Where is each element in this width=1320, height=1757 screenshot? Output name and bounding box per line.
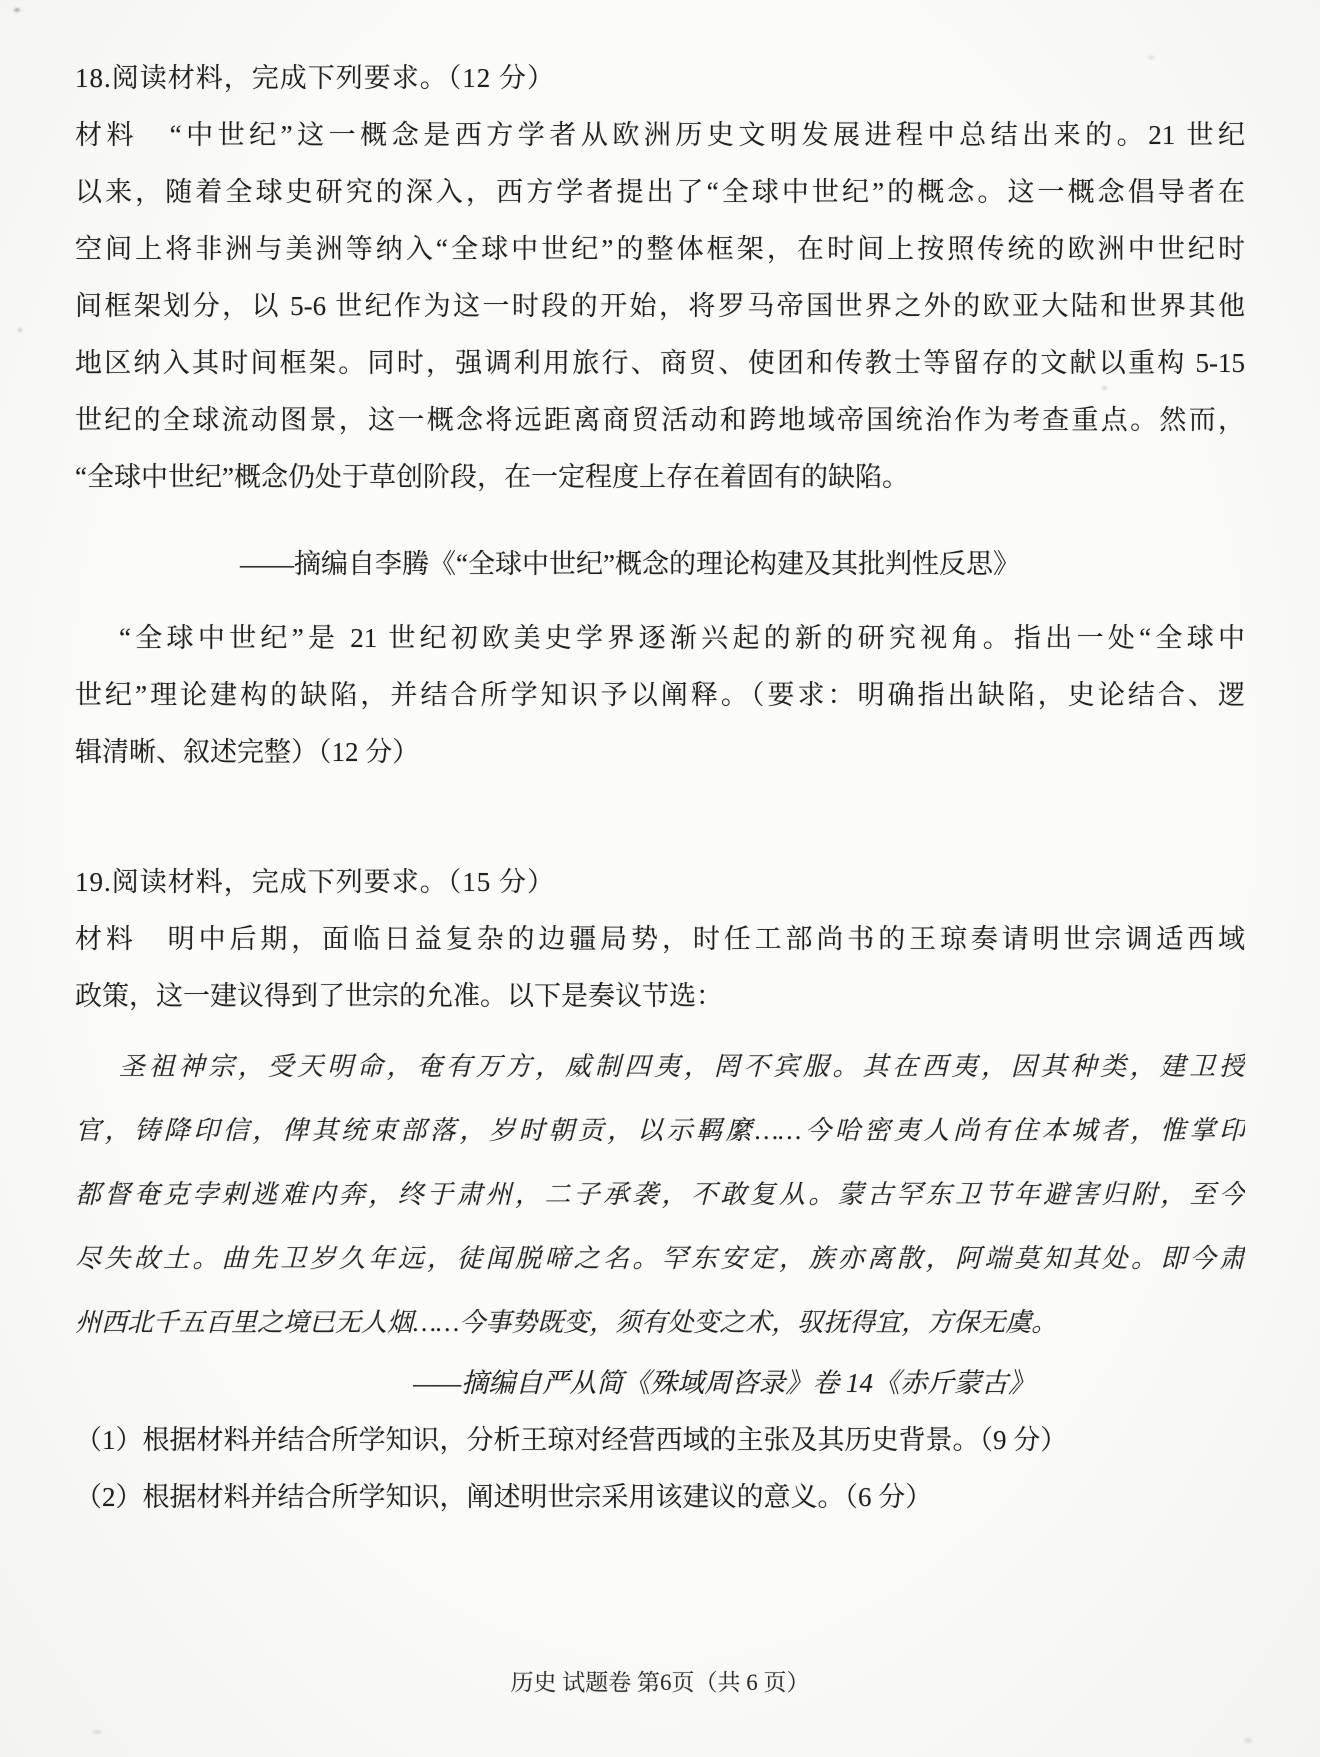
question-18 — [75, 50, 1245, 781]
question-19 — [75, 854, 1245, 1526]
task-line: 世纪”理论建构的缺陷，并结合所学知识予以阐释。（要求：明确指出缺陷，史论结合、逻 — [75, 680, 1245, 710]
excerpt-line: 官，铸降印信，俾其统束部落，岁时朝贡，以示羁縻……今哈密夷人尚有住本城者，惟掌印 — [75, 1116, 1245, 1145]
scan-artifact — [1102, 386, 1107, 390]
source-attribution-18: ——摘编自李腾《“全球中世纪”概念的理论构建及其批判性反思》 — [240, 549, 1020, 579]
question-18-task-paragraph — [75, 610, 1245, 781]
scan-artifact — [92, 1730, 102, 1734]
material-line: 地区纳入其时间框架。同时，强调利用旅行、商贸、使团和传教士等留存的文献以重构 5-15 — [75, 348, 1245, 378]
sub-questions — [75, 1412, 1245, 1526]
question-19-heading: 19.阅读材料，完成下列要求。（15 分） — [75, 867, 555, 897]
sub-question-2: （2）根据材料并结合所学知识，阐述明世宗采用该建议的意义。（6 分） — [75, 1482, 933, 1512]
material-line: “全球中世纪”概念仍处于草创阶段，在一定程度上存在着固有的缺陷。 — [75, 462, 909, 492]
sub-question-1: （1）根据材料并结合所学知识，分析王琼对经营西域的主张及其历史背景。（9 分） — [75, 1425, 1068, 1455]
question-18-material-paragraph — [75, 107, 1245, 506]
material-line: 间框架划分，以 5-6 世纪作为这一时段的开始，将罗马帝国世界之外的欧亚大陆和世界其他 — [75, 291, 1245, 321]
task-line: “全球中世纪”是 21 世纪初欧美史学界逐渐兴起的新的研究视角。指出一处“全球中 — [119, 623, 1245, 653]
material-line: 世纪的全球流动图景，这一概念将远距离商贸活动和跨地域帝国统治作为考查重点。然而， — [75, 405, 1245, 435]
question-19-material-paragraph — [75, 911, 1245, 1025]
task-line: 辑清晰、叙述完整）（12 分） — [75, 737, 420, 767]
excerpt-line: 圣祖神宗，受天明命，奄有万方，威制四夷，罔不宾服。其在西夷，因其种类，建卫授 — [119, 1052, 1245, 1081]
material-line: 空间上将非洲与美洲等纳入“全球中世纪”的整体框架，在时间上按照传统的欧洲中世纪时 — [75, 234, 1245, 264]
scan-artifact — [14, 8, 20, 12]
scan-artifact — [18, 328, 22, 332]
excerpt-line: 尽失故土。曲先卫岁久年远，徒闻脱啼之名。罕东安定，族亦离散，阿端莫知其处。即今肃 — [75, 1244, 1245, 1273]
excerpt-line: 都督奄克孛剌逃难内奔，终于肃州，二子承袭，不敢复从。蒙古罕东卫节年避害归附，至今 — [75, 1180, 1245, 1209]
scan-artifact — [1148, 56, 1155, 59]
scan-artifact — [1244, 1738, 1252, 1743]
material-line: 政策，这一建议得到了世宗的允准。以下是奏议节选： — [75, 981, 723, 1011]
excerpt-line: 州西北千五百里之境已无人烟……今事势既变，须有处变之术，驭抚得宜，方保无虞。 — [75, 1308, 1058, 1337]
material-line: 以来，随着全球史研究的深入，西方学者提出了“全球中世纪”的概念。这一概念倡导者在 — [75, 177, 1245, 207]
source-attribution-19: ——摘编自严从简《殊域周咨录》卷 14《赤斤蒙古》 — [413, 1368, 1035, 1398]
material-line: 材料 明中后期，面临日益复杂的边疆局势，时任工部尚书的王琼奏请明世宗调适西域 — [75, 924, 1245, 954]
page-footer: 历史 试题卷 第6页（共 6 页） — [510, 1670, 810, 1695]
material-line: 材料 “中世纪”这一概念是西方学者从欧洲历史文明发展进程中总结出来的。21 世纪 — [75, 120, 1245, 150]
classical-excerpt-paragraph — [75, 1035, 1245, 1355]
question-18-heading: 18.阅读材料，完成下列要求。（12 分） — [75, 63, 555, 93]
